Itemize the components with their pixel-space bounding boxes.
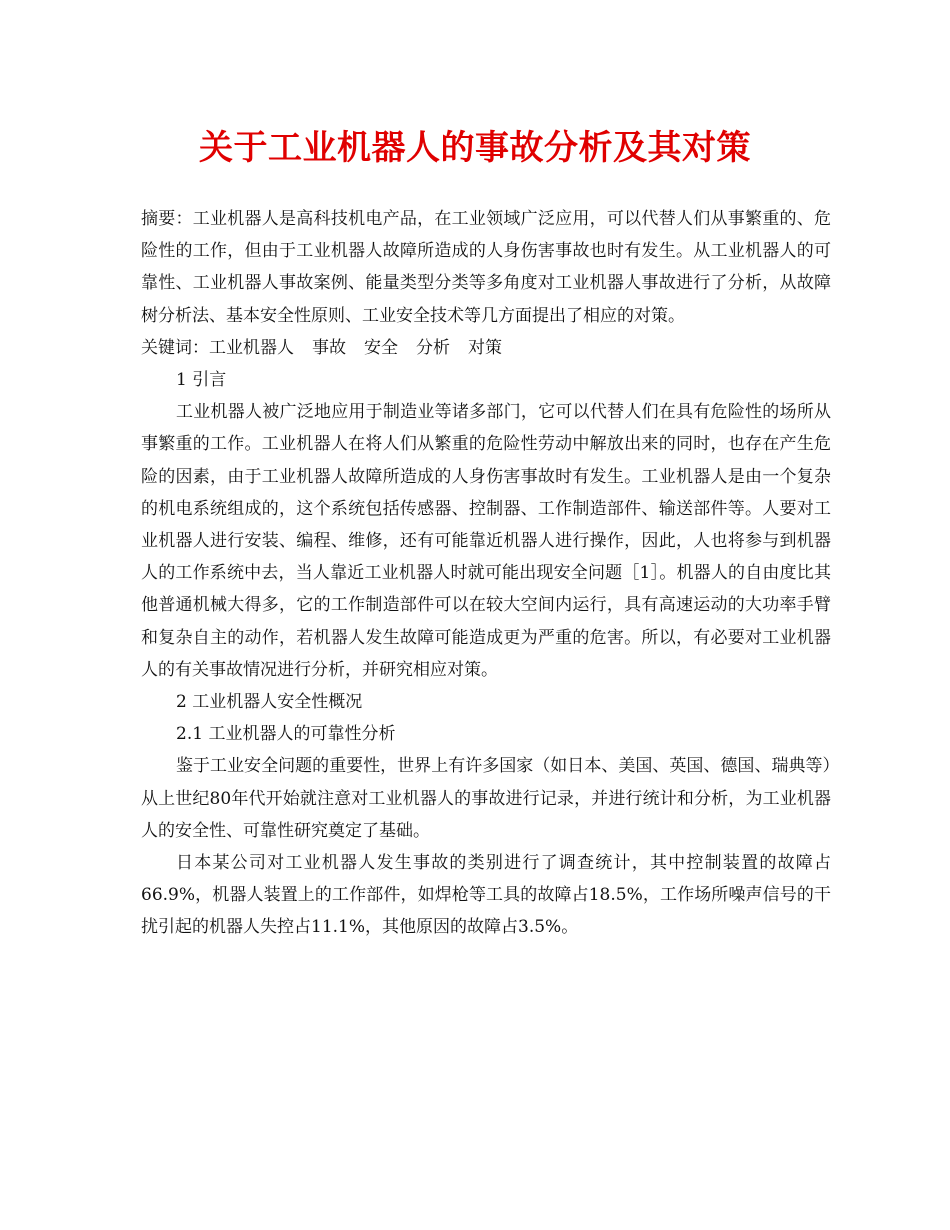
keyword-item: 事故: [312, 337, 346, 358]
section-heading: 2 工业机器人安全性概况: [176, 692, 363, 713]
body-paragraph: 鉴于工业安全问题的重要性，世界上有许多国家（如日本、美国、英国、德国、瑞典等）从上世纪80年代开始就注意对工业机器人的事故进行记录，并进行统计和分析，为工业机器人的安全性、可靠性研究奠定了基础。: [141, 756, 831, 841]
section-heading: 1 引言: [176, 370, 227, 391]
body-paragraph: 工业机器人被广泛地应用于制造业等诸多部门，它可以代替人们在具有危险性的场所从事繁重的工作。工业机器人在将人们从繁重的危险性劳动中解放出来的同时，也存在产生危险的因素，由于工业机器人故障所造成的人身伤害事故时有发生。工业机器人是由一个复杂的机电系统组成的，这个系统包括传感器、控制器、工作制造部件、输送部件等。人要对工业机器人进行安装、编程、维修，还有可能靠近机器人进行操作，因此，人也将参与到机器人的工作系统中去，当人靠近工业机器人时就可能出现安全问题［1］。机器人的自由度比其他普通机械大得多，它的工作制造部件可以在较大空间内运行，具有高速运动的大功率手臂和复杂自主的动作，若机器人发生故障可能造成更为严重的危害。所以，有必要对工业机器人的有关事故情况进行分析，并研究相应对策。: [141, 402, 831, 680]
keyword-item: 工业机器人: [209, 337, 294, 358]
subsection-heading: 2.1 工业机器人的可靠性分析: [176, 724, 396, 745]
keywords-label: 关键词：: [141, 337, 209, 358]
abstract-paragraph: 摘要：工业机器人是高科技机电产品，在工业领域广泛应用，可以代替人们从事繁重的、危险性的工作，但由于工业机器人故障所造成的人身伤害事故也时有发生。从工业机器人的可靠性、工业机器人事故案例、能量类型分类等多角度对工业机器人事故进行了分析，从故障树分析法、基本安全性原则、工业安全技术等几方面提出了相应的对策。: [141, 209, 831, 326]
keyword-item: 安全: [364, 337, 398, 358]
document-body: [141, 203, 831, 944]
keyword-item: 分析: [416, 337, 450, 358]
keywords-line: [141, 332, 831, 364]
body-paragraph: 日本某公司对工业机器人发生事故的类别进行了调查统计，其中控制装置的故障占66.9%，机器人装置上的工作部件，如焊枪等工具的故障占18.5%，工作场所噪声信号的干扰引起的机器人失控占11.1%，其他原因的故障占3.5%。: [141, 853, 831, 938]
keyword-item: 对策: [468, 337, 502, 358]
document-title: 关于工业机器人的事故分析及其对策: [199, 128, 751, 168]
